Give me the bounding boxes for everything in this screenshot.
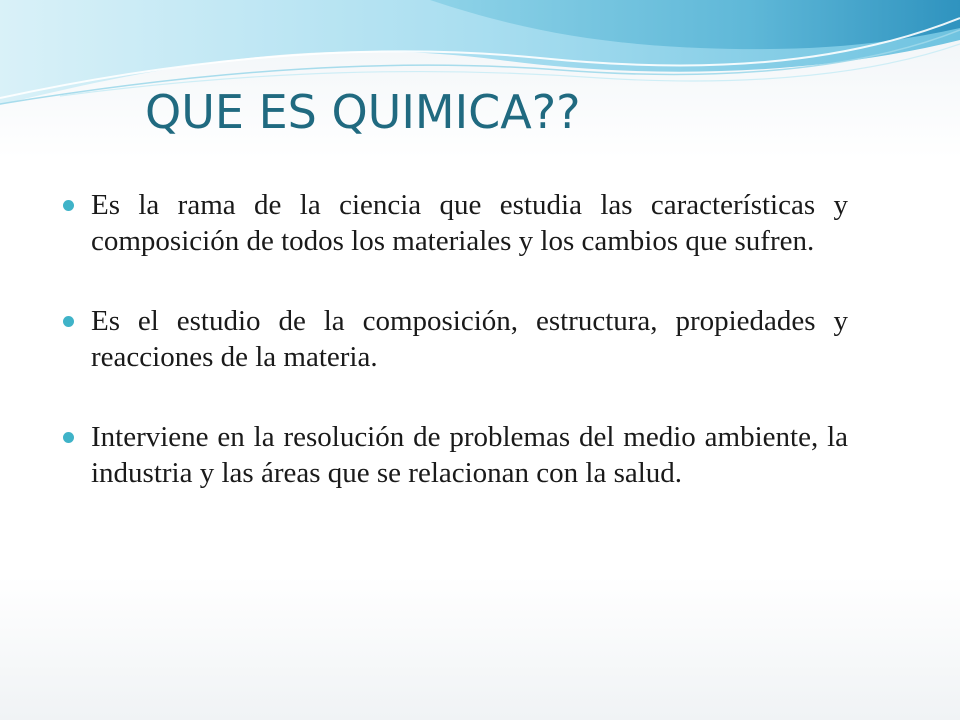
bullet-dot-icon <box>63 316 74 327</box>
bullet-text-2: Es el estudio de la composición, estructura, propiedades y reacciones de la materia. <box>91 305 848 373</box>
bullet-item-1 <box>62 187 848 259</box>
bullet-text-3: Interviene en la resolución de problemas del medio ambiente, la industria y las áreas que se relacionan con la salud. <box>91 421 848 489</box>
slide-title: QUE ES QUIMICA?? <box>145 85 581 139</box>
bullet-item-2 <box>62 303 848 375</box>
bullet-dot-icon <box>63 200 74 211</box>
bullet-list <box>62 187 848 491</box>
bullet-dot-icon <box>63 432 74 443</box>
bullet-item-3 <box>62 419 848 491</box>
bullet-text-1: Es la rama de la ciencia que estudia las características y composición de todos los materiales y los cambios que sufren. <box>91 189 848 257</box>
